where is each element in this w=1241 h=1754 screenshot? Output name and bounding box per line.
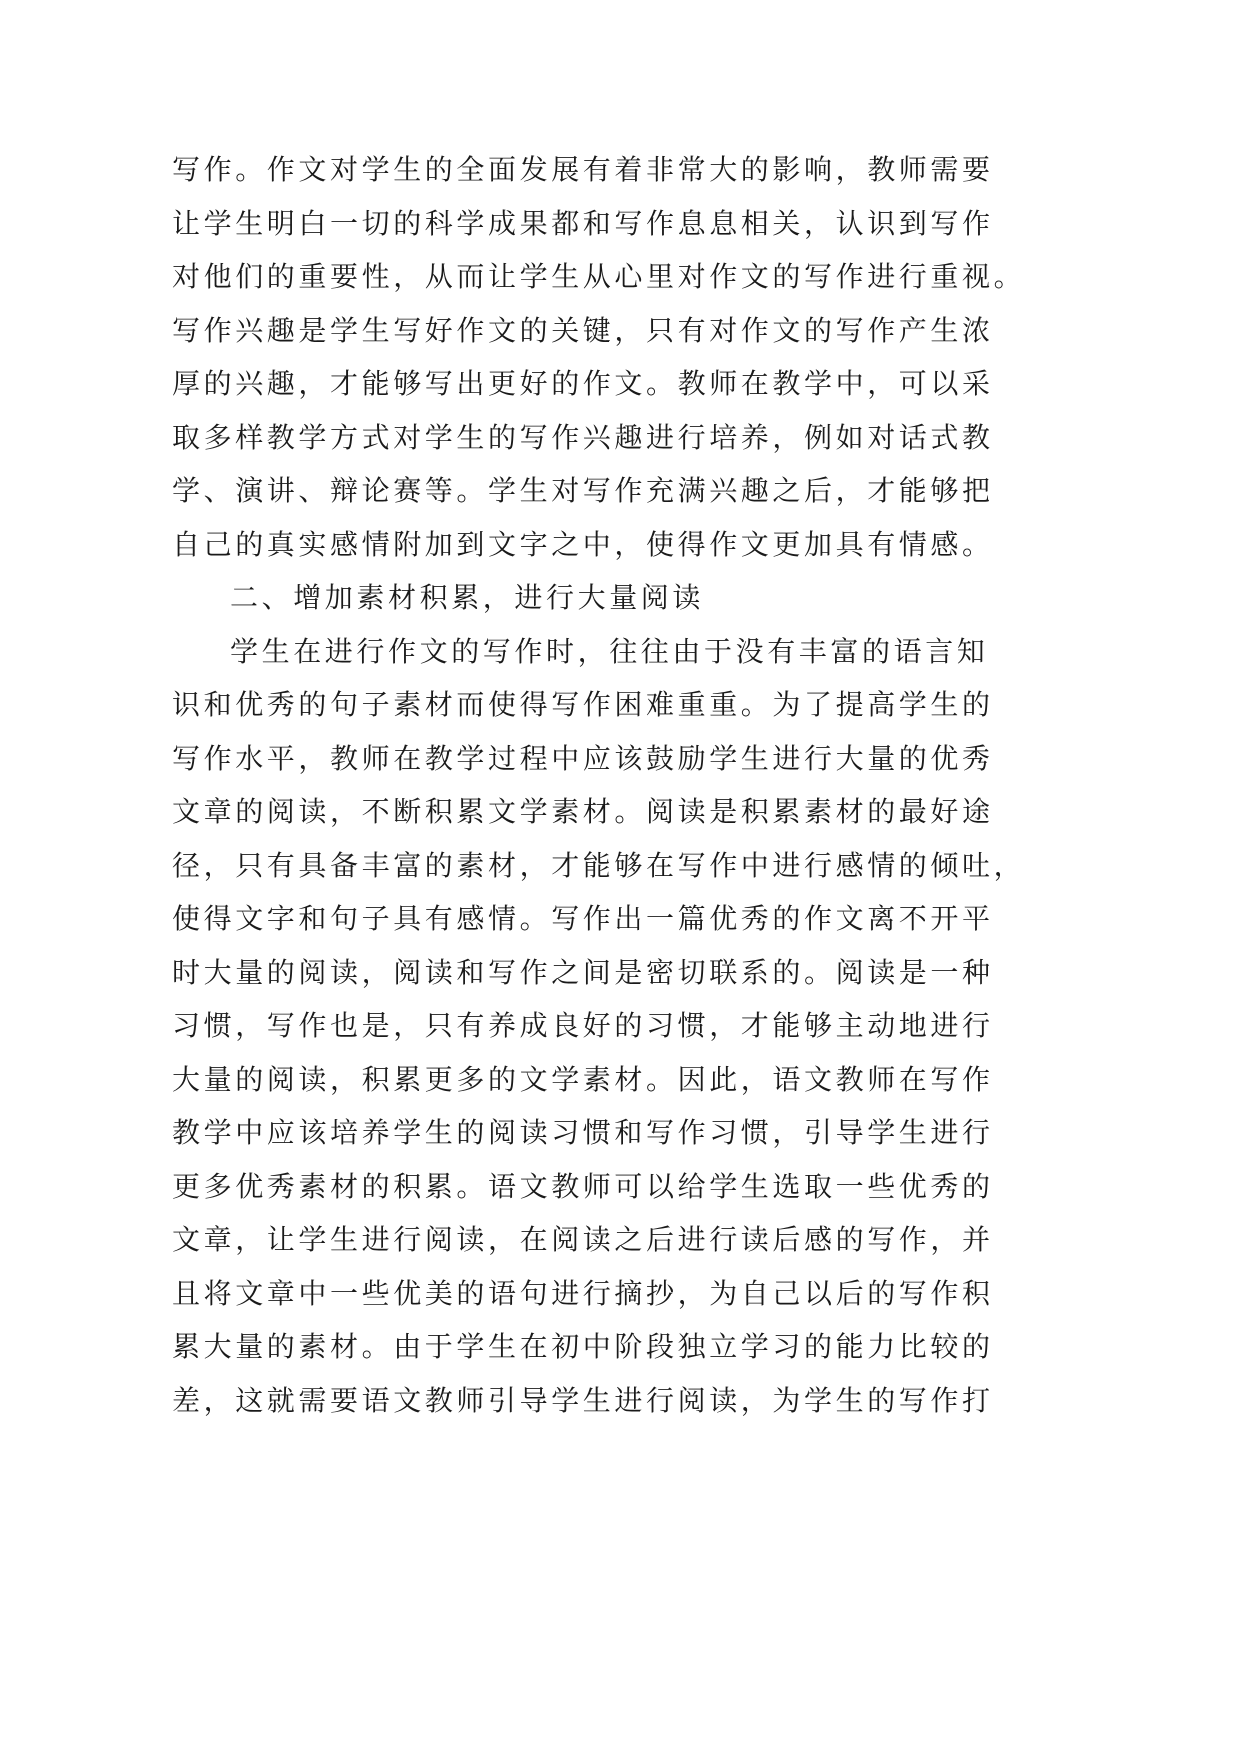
text-line: 识和优秀的句子素材而使得写作困难重重。为了提高学生的 bbox=[172, 688, 994, 721]
text-line: 教学中应该培养学生的阅读习惯和写作习惯，引导学生进行 bbox=[172, 1116, 994, 1149]
text-line: 厚的兴趣，才能够写出更好的作文。教师在教学中，可以采 bbox=[172, 367, 994, 400]
text-line: 文章的阅读，不断积累文学素材。阅读是积累素材的最好途 bbox=[172, 795, 994, 828]
text-line: 写作。作文对学生的全面发展有着非常大的影响，教师需要 bbox=[172, 153, 994, 186]
text-line: 累大量的素材。由于学生在初中阶段独立学习的能力比较的 bbox=[172, 1330, 994, 1363]
text-line: 学生在进行作文的写作时，往往由于没有丰富的语言知 bbox=[230, 634, 989, 668]
text-line: 习惯，写作也是，只有养成良好的习惯，才能够主动地进行 bbox=[172, 1009, 994, 1042]
section-heading: 二、增加素材积累，进行大量阅读 bbox=[230, 581, 705, 614]
text-line: 时大量的阅读，阅读和写作之间是密切联系的。阅读是一种 bbox=[172, 955, 994, 989]
text-line: 文章，让学生进行阅读，在阅读之后进行读后感的写作，并 bbox=[172, 1223, 994, 1256]
text-line: 学、演讲、辩论赛等。学生对写作充满兴趣之后，才能够把 bbox=[172, 474, 994, 507]
text-line: 且将文章中一些优美的语句进行摘抄，为自己以后的写作积 bbox=[172, 1276, 994, 1310]
text-line: 写作水平，教师在教学过程中应该鼓励学生进行大量的优秀 bbox=[172, 741, 994, 775]
text-line: 对他们的重要性，从而让学生从心里对作文的写作进行重视。 bbox=[172, 260, 1026, 293]
text-line: 大量的阅读，积累更多的文学素材。因此，语文教师在写作 bbox=[172, 1062, 994, 1096]
text-line: 自己的真实感情附加到文字之中，使得作文更加具有情感。 bbox=[172, 527, 994, 561]
text-line: 更多优秀素材的积累。语文教师可以给学生选取一些优秀的 bbox=[172, 1169, 994, 1203]
text-line: 差，这就需要语文教师引导学生进行阅读，为学生的写作打 bbox=[172, 1383, 994, 1417]
body-text bbox=[172, 143, 1026, 1427]
text-line: 取多样教学方式对学生的写作兴趣进行培养，例如对话式教 bbox=[172, 420, 994, 454]
text-line: 径，只有具备丰富的素材，才能够在写作中进行感情的倾吐， bbox=[172, 848, 1026, 882]
text-line: 使得文字和句子具有感情。写作出一篇优秀的作文离不开平 bbox=[172, 902, 994, 935]
text-line: 写作兴趣是学生写好作文的关键，只有对作文的写作产生浓 bbox=[172, 313, 994, 347]
text-line: 让学生明白一切的科学成果都和写作息息相关，认识到写作 bbox=[172, 206, 994, 240]
